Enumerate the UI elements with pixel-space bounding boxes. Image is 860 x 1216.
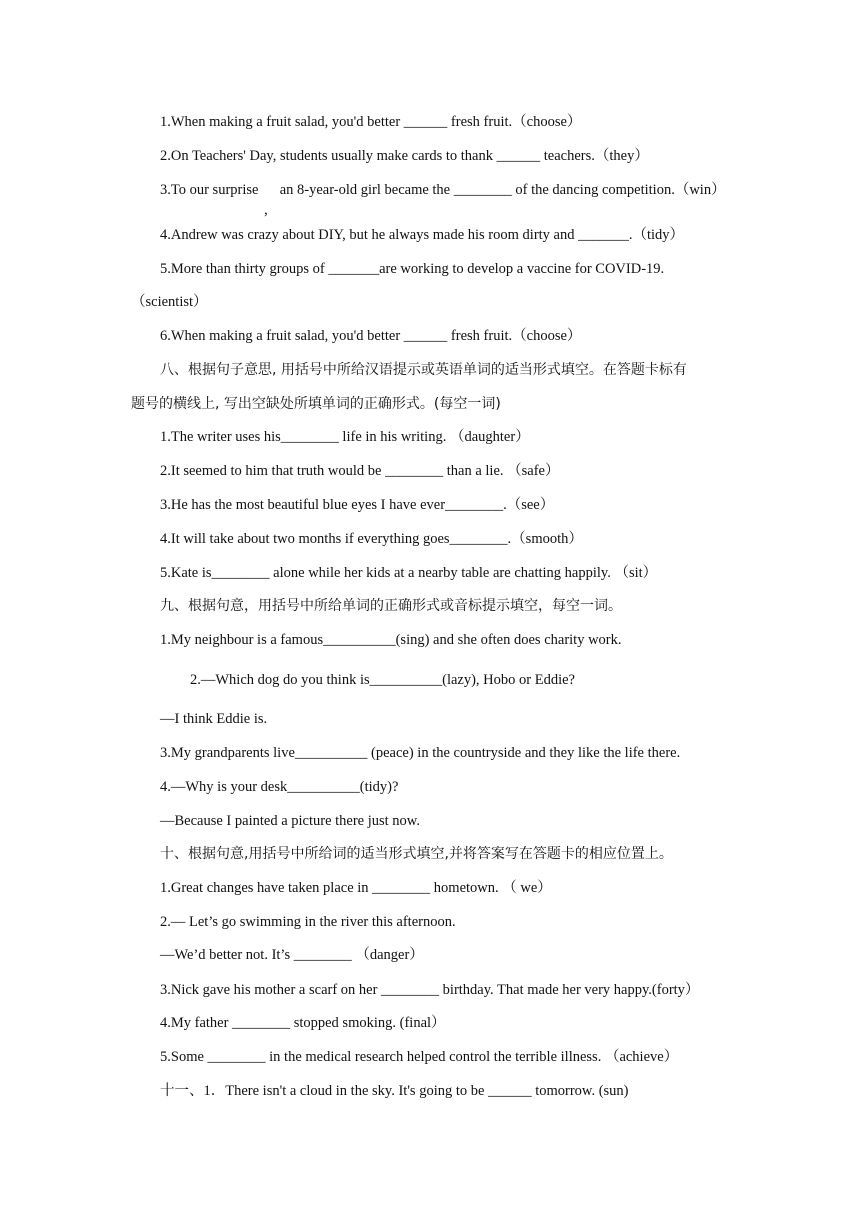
s7-question-6: 6.When making a fruit salad, you'd better ______ fresh fruit.（choose）: [160, 328, 582, 344]
s7-question-5: 5.More than thirty groups of _______are working to develop a vaccine for COVID-19.: [160, 261, 665, 277]
section-10-heading: 十、根据句意,用括号中所给词的适当形式填空,并将答案写在答题卡的相应位置上。: [160, 846, 673, 862]
s8-question-4: 4.It will take about two months if everything goes________.（smooth）: [160, 531, 583, 547]
s10-question-5: 5.Some ________ in the medical research helped control the terrible illness. （achieve）: [160, 1049, 679, 1065]
s10-question-2: 2.— Let’s go swimming in the river this afternoon.: [160, 914, 456, 930]
s7-question-3: [160, 181, 726, 218]
s11-question-1: 十一、1．There isn't a cloud in the sky. It's going to be ______ tomorrow. (sun): [160, 1083, 629, 1099]
s10-question-2-reply: —We’d better not. It’s ________ （danger）: [160, 947, 424, 963]
s8-question-1: 1.The writer uses his________ life in his writing. （daughter）: [160, 429, 530, 445]
s8-question-5: 5.Kate is________ alone while her kids at a nearby table are chatting happily. （sit）: [160, 565, 658, 581]
s7-question-4: 4.Andrew was crazy about DIY, but he always made his room dirty and _______.（tidy）: [160, 227, 685, 243]
s8-question-3: 3.He has the most beautiful blue eyes I have ever________.（see）: [160, 497, 555, 513]
s7-question-3-comma: ,: [264, 202, 268, 218]
s9-question-3: 3.My grandparents live__________ (peace) in the countryside and they like the life there.: [160, 745, 681, 761]
section-8-heading-line-2: 题号的横线上, 写出空缺处所填单词的正确形式。(每空一词): [131, 396, 501, 412]
section-8-heading-line-1: 八、根据句子意思, 用括号中所给汉语提示或英语单词的适当形式填空。在答题卡标有: [160, 362, 687, 378]
s8-question-2: 2.It seemed to him that truth would be ________ than a lie. （safe）: [160, 463, 560, 479]
s7-question-3-part-b: an 8-year-old girl became the ________ of the dancing competition.（win）: [279, 182, 726, 198]
s7-question-2: 2.On Teachers' Day, students usually make cards to thank ______ teachers.（they）: [160, 148, 649, 164]
s10-question-4: 4.My father ________ stopped smoking. (final）: [160, 1015, 446, 1031]
s10-question-3: 3.Nick gave his mother a scarf on her ________ birthday. That made her very happy.(forty）: [160, 982, 700, 998]
s7-question-1: 1.When making a fruit salad, you'd better ______ fresh fruit.（choose）: [160, 114, 582, 130]
s9-question-4-answer: —Because I painted a picture there just now.: [160, 813, 420, 829]
s9-question-2-answer: —I think Eddie is.: [160, 711, 268, 727]
s9-question-1: 1.My neighbour is a famous__________(sing) and she often does charity work.: [160, 632, 622, 648]
s9-question-4: 4.—Why is your desk__________(tidy)?: [160, 779, 399, 795]
section-9-heading: 九、根据句意，用括号中所给单词的正确形式或音标提示填空，每空一词。: [160, 598, 622, 614]
s9-question-2: 2.—Which dog do you think is__________(lazy), Hobo or Eddie?: [190, 672, 575, 688]
s7-question-5-hint: （scientist）: [131, 294, 208, 310]
s7-question-3-part-a: 3.To our surprise: [160, 182, 259, 198]
s10-question-1: 1.Great changes have taken place in ________ hometown. （ we）: [160, 880, 552, 896]
